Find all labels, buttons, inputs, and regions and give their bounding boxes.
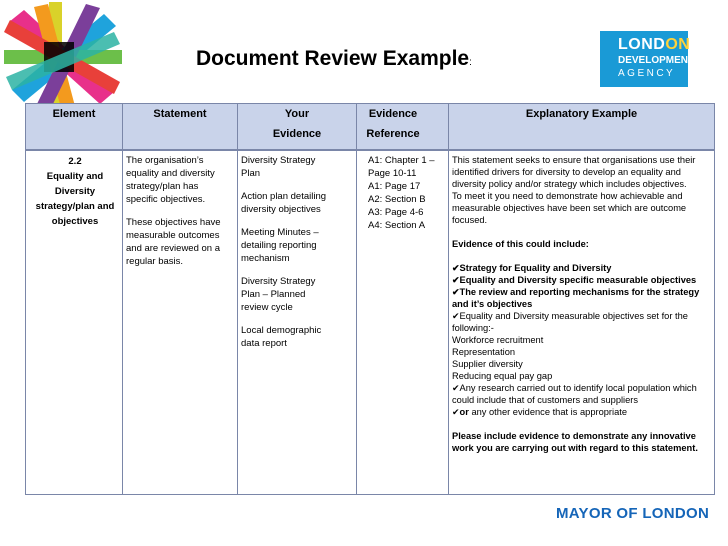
header-element: Element bbox=[52, 108, 96, 120]
evidence-item: Diversity Strategy Plan – Planned review cycle bbox=[241, 276, 316, 313]
checkmark-icon: ✔ bbox=[452, 263, 460, 273]
table-header bbox=[25, 103, 715, 150]
evidence-item: Meeting Minutes – detailing reporting mechanism bbox=[241, 227, 319, 264]
logo-burst bbox=[4, 2, 124, 112]
tick-item: ✔Any research carried out to identify local population which could include that of customers and suppliers bbox=[452, 383, 697, 405]
explanatory-intro-2: To meet it you need to demonstrate how achievable and measurable objectives have been set which are outcome focused. bbox=[452, 191, 687, 225]
evidence-item: Local demographic data report bbox=[241, 325, 322, 349]
sub-item: Workforce recruitment bbox=[452, 335, 544, 345]
explanatory-intro: This statement seeks to ensure that organisations use their identified drivers for diversity to develop an equality and diversity policy and/or strategy which includes objectives. bbox=[452, 155, 696, 189]
lda-logo bbox=[600, 31, 695, 87]
sub-item: Reducing equal pay gap bbox=[452, 371, 553, 381]
tick-item: ✔or any other evidence that is appropriate bbox=[452, 407, 628, 417]
cell-statement bbox=[126, 154, 230, 278]
explanatory-closing: Please include evidence to demonstrate any innovative work you are carrying out with regard to this statement. bbox=[452, 431, 698, 453]
sub-item: Representation bbox=[452, 347, 516, 357]
evidence-item: Diversity Strategy Plan bbox=[241, 155, 316, 179]
checkmark-icon: ✔ bbox=[452, 275, 460, 285]
lda-logo-line1: LONDON bbox=[618, 36, 691, 53]
sub-item: Supplier diversity bbox=[452, 359, 523, 369]
header-explanatory: Explanatory Example bbox=[525, 108, 638, 120]
cell-evidence bbox=[241, 154, 333, 360]
statement-para-2: These objectives have measurable outcomes and are reviewed on a regular basis. bbox=[126, 217, 221, 267]
table-row bbox=[25, 150, 715, 495]
checkmark-icon: ✔ bbox=[452, 311, 460, 321]
statement-para-1: The organisation’s equality and diversity strategy/plan has specific objectives. bbox=[126, 155, 215, 205]
header-your-evidence: Your Evidence bbox=[272, 108, 322, 140]
cell-reference: A1: Chapter 1 – Page 10-11 A1: Page 17 A2: Section B A3: Page 4-6 A4: Section A bbox=[368, 155, 435, 231]
tick-item: ✔Strategy for Equality and Diversity bbox=[452, 263, 612, 273]
tick-item: ✔The review and reporting mechanisms for the strategy and it’s objectives bbox=[452, 287, 700, 309]
mayor-of-london-logo: MAYOR OF LONDON bbox=[556, 505, 710, 522]
tick-item: ✔Equality and Diversity specific measurable objectives bbox=[452, 275, 697, 285]
page-title: Document Review Example: bbox=[196, 47, 472, 70]
evidence-item: Action plan detailing diversity objectives bbox=[241, 191, 327, 215]
title-suffix: : bbox=[469, 57, 472, 68]
checkmark-icon: ✔ bbox=[452, 287, 460, 297]
header-statement: Statement bbox=[153, 108, 207, 120]
checkmark-icon: ✔ bbox=[452, 407, 460, 417]
lda-logo-line3: AGENCY bbox=[618, 68, 676, 79]
lda-logo-highlight: ON bbox=[665, 36, 691, 53]
lda-logo-line2: DEVELOPMENT bbox=[618, 55, 695, 66]
checkmark-icon: ✔ bbox=[452, 383, 460, 393]
tick-item: ✔Equality and Diversity measurable objectives set for the following:- bbox=[452, 311, 688, 333]
header-evidence-reference: Evidence Reference bbox=[366, 108, 420, 140]
cell-explanatory bbox=[452, 154, 714, 454]
cell-element: 2.2 Equality and Diversity strategy/plan and objectives bbox=[35, 156, 115, 227]
explanatory-heading: Evidence of this could include: bbox=[452, 239, 589, 249]
